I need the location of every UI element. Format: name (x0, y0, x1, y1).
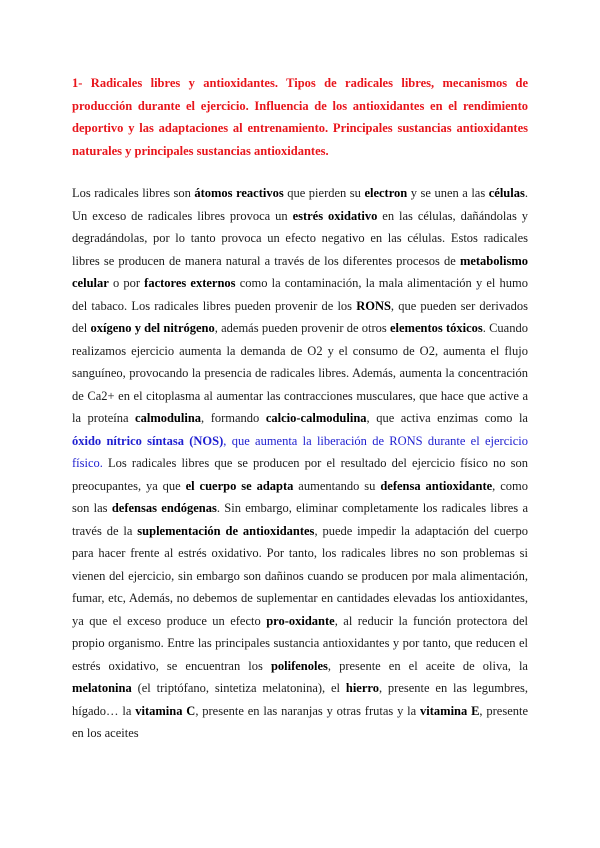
bold-term: calcio-calmodulina (265, 411, 367, 425)
text-run: como la contaminación, la mala alimentación y el humo del tabaco. Los radicales libres pueden provenir de los (72, 276, 528, 313)
text-run: que pierden su (283, 186, 365, 200)
text-run: . Un exceso de radicales libres provoca un (72, 186, 528, 223)
text-run: , además pueden provenir de otros (214, 321, 390, 335)
text-run: (el triptófano, sintetiza melatonina), el (131, 681, 346, 695)
bold-term: pro-oxidante (266, 613, 335, 628)
section-heading: 1- Radicales libres y antioxidantes. Tipos de radicales libres, mecanismos de producción durante el ejercicio. Influencia de los antioxidantes en el rendimiento deportivo y las adaptaciones al entrenamiento. Principales sustancias antioxidantes naturales y principales sustancias antioxidantes. (72, 76, 528, 158)
bold-term: oxígeno y del nitrógeno (90, 321, 215, 335)
bold-term: hierro (345, 681, 379, 695)
highlighted-text: , que aumenta la liberación de RONS durante el ejercicio físico. (72, 433, 528, 470)
bold-term: vitamina C (135, 703, 196, 718)
bold-term: polifenoles (270, 658, 328, 673)
text-run: , puede impedir la adaptación del cuerpo para hacer frente al estrés oxidativo. Por tanto, los radicales libres no son problemas si vienen del ejercicio, sin embargo son dañinos cuando se producen por mala alimentación, fumar, etc, Además, no debemos de suplementar en cantidades elevadas los antioxidantes, ya que el exceso produce un efecto (72, 523, 528, 628)
text-run: , como son las (72, 478, 528, 515)
text-run: , presente en el aceite de oliva, la (327, 658, 528, 673)
text-run: . Sin embargo, eliminar completamente los radicales libres a través de la (72, 501, 528, 538)
text-run: Los radicales libres son (72, 186, 195, 200)
bold-term: defensas endógenas (111, 501, 217, 515)
bold-term: defensa antioxidante (380, 478, 493, 493)
text-run: en las células, dañándolas y degradándolas, por lo tanto provoca un efecto negativo en las células. Estos radicales libres se producen de manera natural a través de los diferentes procesos de (72, 208, 528, 268)
text-run: y se unen a las (407, 186, 489, 200)
bold-term: átomos reactivos (194, 186, 284, 200)
bold-term: calmodulina (135, 411, 202, 425)
bold-term: células (488, 186, 525, 200)
text-run: . Cuando realizamos ejercicio aumenta la demanda de O2 y el consumo de O2, aumenta el flujo sanguíneo, provocando la presencia de radicales libres. Además, aumenta la concentración de Ca2+ en el citoplasma al aumentar las contracciones musculares, que hace que active a la proteína (72, 321, 528, 425)
text-run: , al reducir la función protectora del propio organismo. Entre las principales sustancia antioxidantes y por tanto, que reducen el estrés oxidativo, se encuentran los (72, 613, 528, 673)
text-run: aumentando su (293, 478, 381, 493)
bold-term: metabolismo celular (72, 253, 528, 290)
text-run: o por (108, 276, 145, 290)
text-run: , presente en los aceites (72, 703, 529, 740)
bold-term: elementos tóxicos (389, 321, 483, 335)
bold-term: estrés oxidativo (292, 208, 378, 223)
text-run: , que pueden ser derivados del (72, 298, 528, 335)
text-run: , presente en las legumbres, hígado… la (72, 681, 528, 718)
text-run: , presente en las naranjas y otras frutas y la (195, 703, 421, 718)
body-paragraph (72, 182, 528, 745)
bold-term: suplementación de antioxidantes (137, 523, 315, 538)
bold-term: factores externos (144, 276, 236, 290)
highlighted-term: óxido nítrico síntasa (NOS) (72, 433, 224, 448)
text-run: , que activa enzimas como la (366, 411, 528, 425)
text-run: , formando (201, 411, 266, 425)
bold-term: el cuerpo se adapta (185, 478, 294, 493)
bold-term: melatonina (72, 681, 132, 695)
text-run: Los radicales libres que se producen por el resultado del ejercicio físico no son preocupantes, ya que (72, 456, 528, 493)
bold-term: RONS (356, 298, 391, 313)
bold-term: electron (364, 186, 408, 200)
bold-term: vitamina E (420, 703, 480, 718)
